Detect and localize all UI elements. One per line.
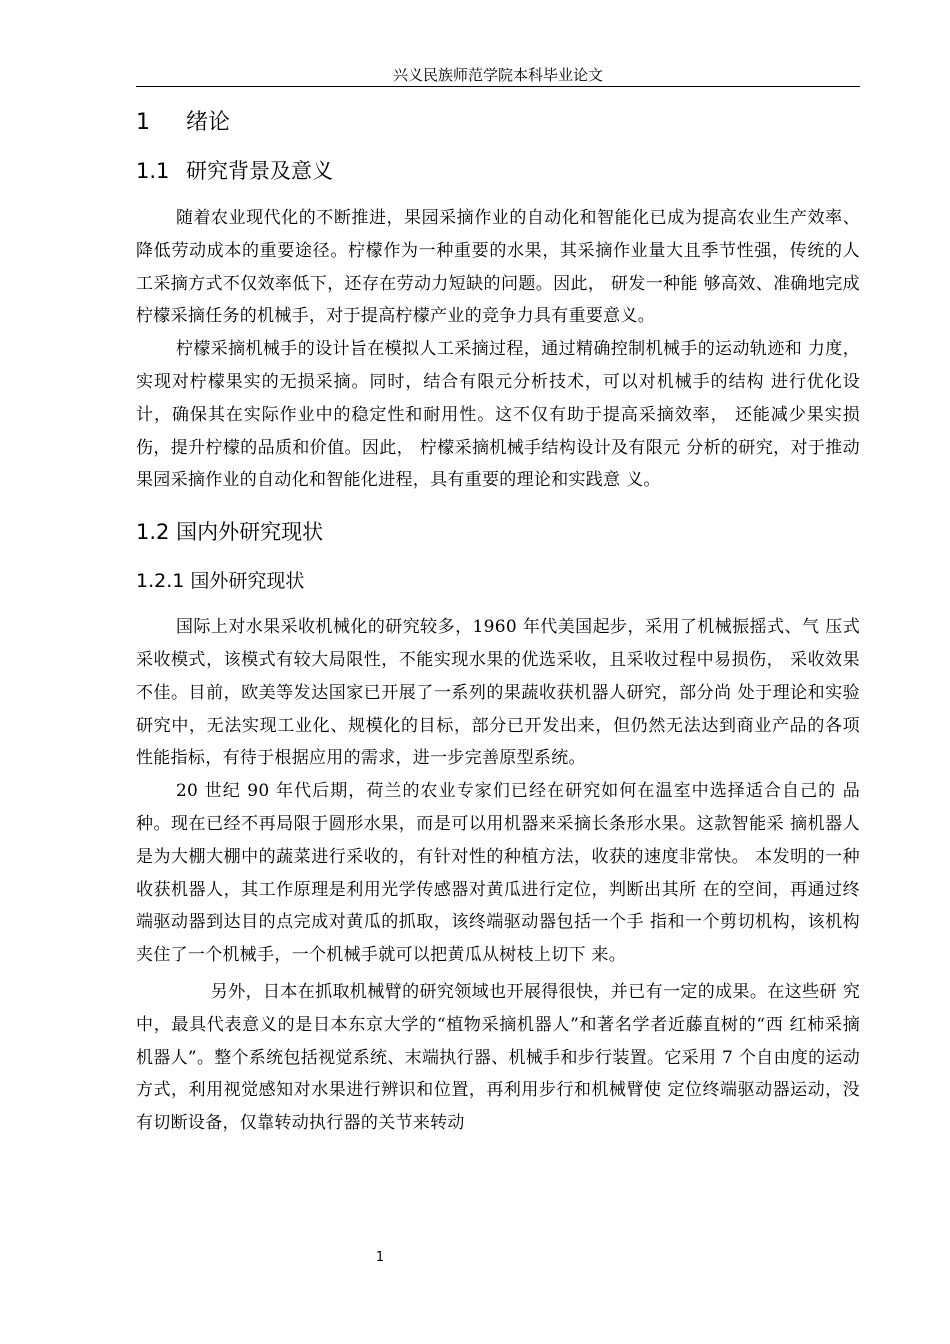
paragraph: 另外，日本在抓取机械臂的研究领域也开展得很快，并已有一定的成果。在这些研 究中，最具代表意义的是日本东京大学的“植物采摘机器人”和著名学者近藤直树的“西 红柿采摘机器人”。整个系统包括视觉系统、末端执行器、机械手和步行装置。它采用 7 个自由度的运动方式，利用视觉感知对水果进行辨识和位置，再利用步行和机械臂使 定位终端驱动器运动，没有切断设备，仅靠转动执行器的关节来转动 [136, 981, 860, 1134]
section-heading-1-1 [136, 148, 860, 194]
section-heading-1-2: 1.2 国内外研究现状 [136, 520, 324, 545]
paragraph: 国际上对水果采收机械化的研究较多，1960 年代美国起步，采用了机械振摇式、气 压式采收模式，该模式有较大局限性，不能实现水果的优选采收，且采收过程中易损伤， 采收效果不佳。目前，欧美等发达国家已开展了一系列的果蔬收获机器人研究，部分尚 处于理论和实验研究中，无法实现工业化、规模化的目标，部分已开发出来，但仍然无法达到商业产品的各项性能指标，有待于根据应用的需求，进一步完善原型系统。 [136, 617, 860, 769]
header-divider [136, 86, 860, 87]
page-body [136, 100, 860, 1140]
subsection-heading-1-2-1: 1.2.1 国外研究现状 [136, 570, 305, 593]
running-header: 兴义民族师范学院本科毕业论文 [392, 66, 603, 84]
paragraph: 柠檬采摘机械手的设计旨在模拟人工采摘过程，通过精确控制机械手的运动轨迹和 力度，实现对柠檬果实的无损采摘。同时，结合有限元分析技术，可以对机械手的结构 进行优化设计，确保其在实际作业中的稳定性和耐用性。这不仅有助于提高采摘效率， 还能减少果实损伤，提升柠檬的品质和价值。因此， 柠檬采摘机械手结构设计及有限元 分析的研究，对于推动果园采摘作业的自动化和智能化进程，具有重要的理论和实践意 义。 [136, 339, 860, 491]
chapter-title: 绪论 [186, 110, 231, 135]
section-title: 研究背景及意义 [186, 159, 333, 183]
chapter-heading [136, 100, 860, 146]
paragraph: 随着农业现代化的不断推进，果园采摘作业的自动化和智能化已成为提高农业生产效率、降低劳动成本的重要途径。柠檬作为一种重要的水果，其采摘作业量大且季节性强，传统的人工采摘方式不仅效率低下，还存在劳动力短缺的问题。因此， 研发一种能 够高效、准确地完成柠檬采摘任务的机械手，对于提高柠檬产业的竞争力具有重要意义。 [136, 208, 860, 327]
page-number: 1 [375, 1250, 385, 1265]
section-number: 1.1 [136, 159, 170, 183]
paragraph: 20 世纪 90 年代后期，荷兰的农业专家们已经在研究如何在温室中选择适合自己的 品种。现在已经不再局限于圆形水果，而是可以用机器来采摘长条形水果。这款智能采 摘机器人是为大棚大棚中的蔬菜进行采收的，有针对性的种植方法，收获的速度非常快。 本发明的一种收获机器人，其工作原理是利用光学传感器对黄瓜进行定位，判断出其所 在的空间，再通过终端驱动器到达目的点完成对黄瓜的抓取，该终端驱动器包括一个手 指和一个剪切机构，该机构夹住了一个机械手，一个机械手就可以把黄瓜从树枝上切下 来。 [136, 781, 860, 966]
chapter-number: 1 [136, 110, 150, 135]
